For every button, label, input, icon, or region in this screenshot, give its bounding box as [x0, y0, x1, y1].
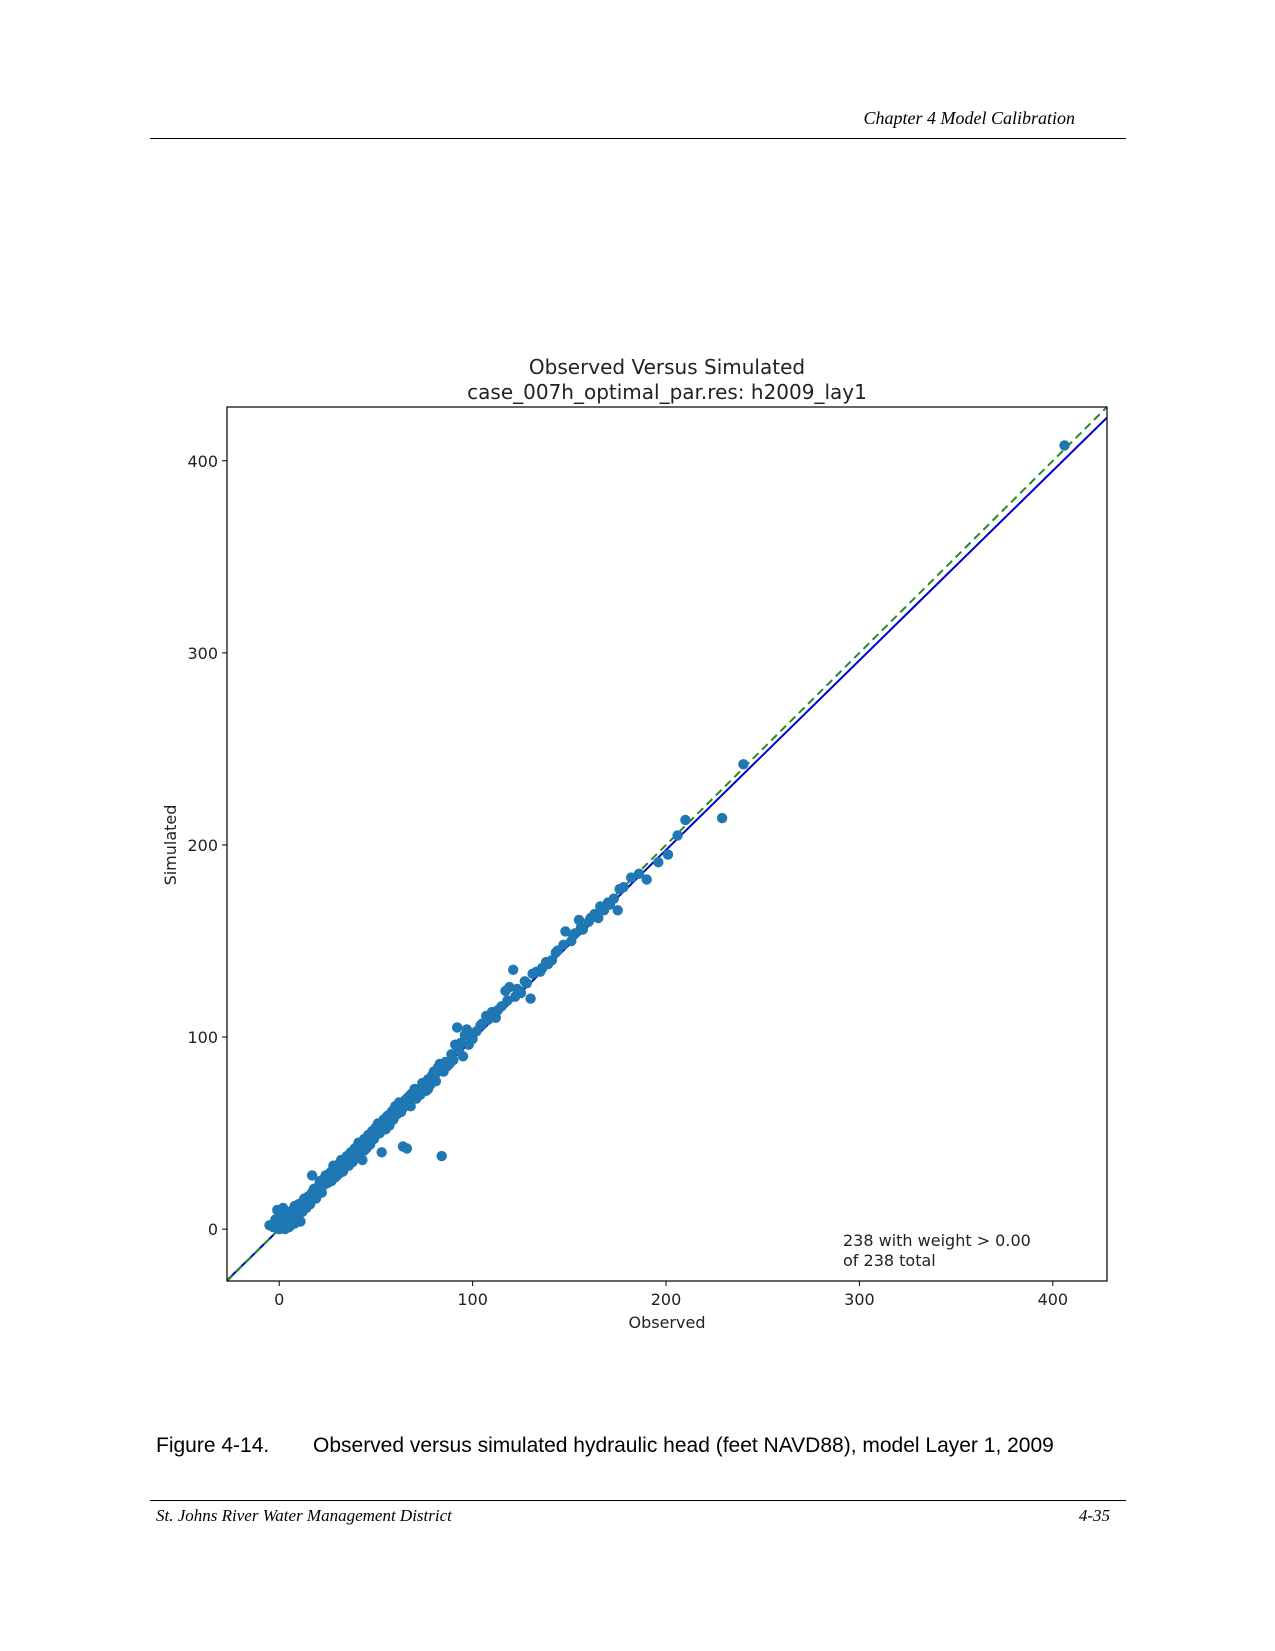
data-point [390, 1111, 400, 1121]
y-tick-label: 400 [187, 451, 218, 471]
running-head: Chapter 4 Model Calibration [863, 108, 1075, 128]
data-point [672, 830, 682, 840]
data-point [444, 1059, 454, 1069]
footer-page-number: 4-35 [1078, 1506, 1110, 1525]
footer-rule [150, 1500, 1126, 1501]
data-point [340, 1163, 350, 1173]
data-point [456, 1038, 466, 1048]
data-point [423, 1084, 433, 1094]
data-point [525, 993, 535, 1003]
data-point [605, 899, 615, 909]
chart-subtitle: case_007h_optimal_par.res: h2009_lay1 [467, 380, 867, 404]
x-tick-label: 0 [274, 1290, 285, 1309]
y-tick-label: 300 [187, 643, 218, 663]
data-point [595, 901, 605, 911]
chart-title: Observed Versus Simulated [528, 355, 806, 379]
data-point [568, 930, 578, 940]
data-point [508, 965, 518, 975]
data-point [738, 759, 748, 769]
annotation-line-1: 238 with weight > 0.00 [843, 1231, 1031, 1250]
x-tick-label: 300 [844, 1290, 875, 1309]
data-point [543, 959, 553, 969]
data-point [535, 967, 545, 977]
data-point [512, 984, 522, 994]
data-point [437, 1151, 447, 1161]
data-point [1059, 440, 1069, 450]
footer-organization: St. Johns River Water Management District [156, 1506, 452, 1525]
figure-caption-text: Observed versus simulated hydraulic head (feet NAVD88), model Layer 1, 2009 [313, 1434, 1054, 1457]
data-point [558, 940, 568, 950]
annotation-line-2: of 238 total [843, 1251, 936, 1270]
data-point [642, 874, 652, 884]
x-tick-label: 200 [650, 1290, 682, 1309]
y-tick-label: 0 [207, 1220, 218, 1240]
data-point [576, 922, 586, 932]
y-axis-label: Simulated [161, 804, 180, 886]
y-tick-label: 200 [187, 835, 218, 855]
data-point [466, 1032, 476, 1042]
y-tick-label: 100 [187, 1028, 218, 1048]
y-axis-ticks [187, 452, 227, 1239]
data-point [402, 1143, 412, 1153]
data-point [402, 1093, 412, 1103]
data-point [614, 884, 624, 894]
data-point [520, 976, 530, 986]
data-point [717, 813, 727, 823]
data-point [377, 1147, 387, 1157]
data-point [398, 1103, 408, 1113]
data-point [452, 1022, 462, 1032]
data-point [458, 1051, 468, 1061]
figure-number: Figure 4-14. [156, 1434, 270, 1457]
data-point [585, 913, 595, 923]
data-point [297, 1207, 307, 1217]
data-point [413, 1088, 423, 1098]
x-tick-label: 100 [457, 1290, 488, 1309]
x-tick-label: 400 [1037, 1290, 1069, 1309]
data-point [493, 1005, 503, 1015]
data-point [551, 947, 561, 957]
points-layer [264, 440, 1069, 1234]
data-point [663, 849, 673, 859]
figure-caption [156, 1433, 1096, 1458]
data-point [502, 995, 512, 1005]
x-axis-label: Observed [628, 1313, 706, 1332]
data-point [680, 815, 690, 825]
x-axis-ticks [274, 1281, 1068, 1309]
data-point [483, 1015, 493, 1025]
data-point [653, 857, 663, 867]
